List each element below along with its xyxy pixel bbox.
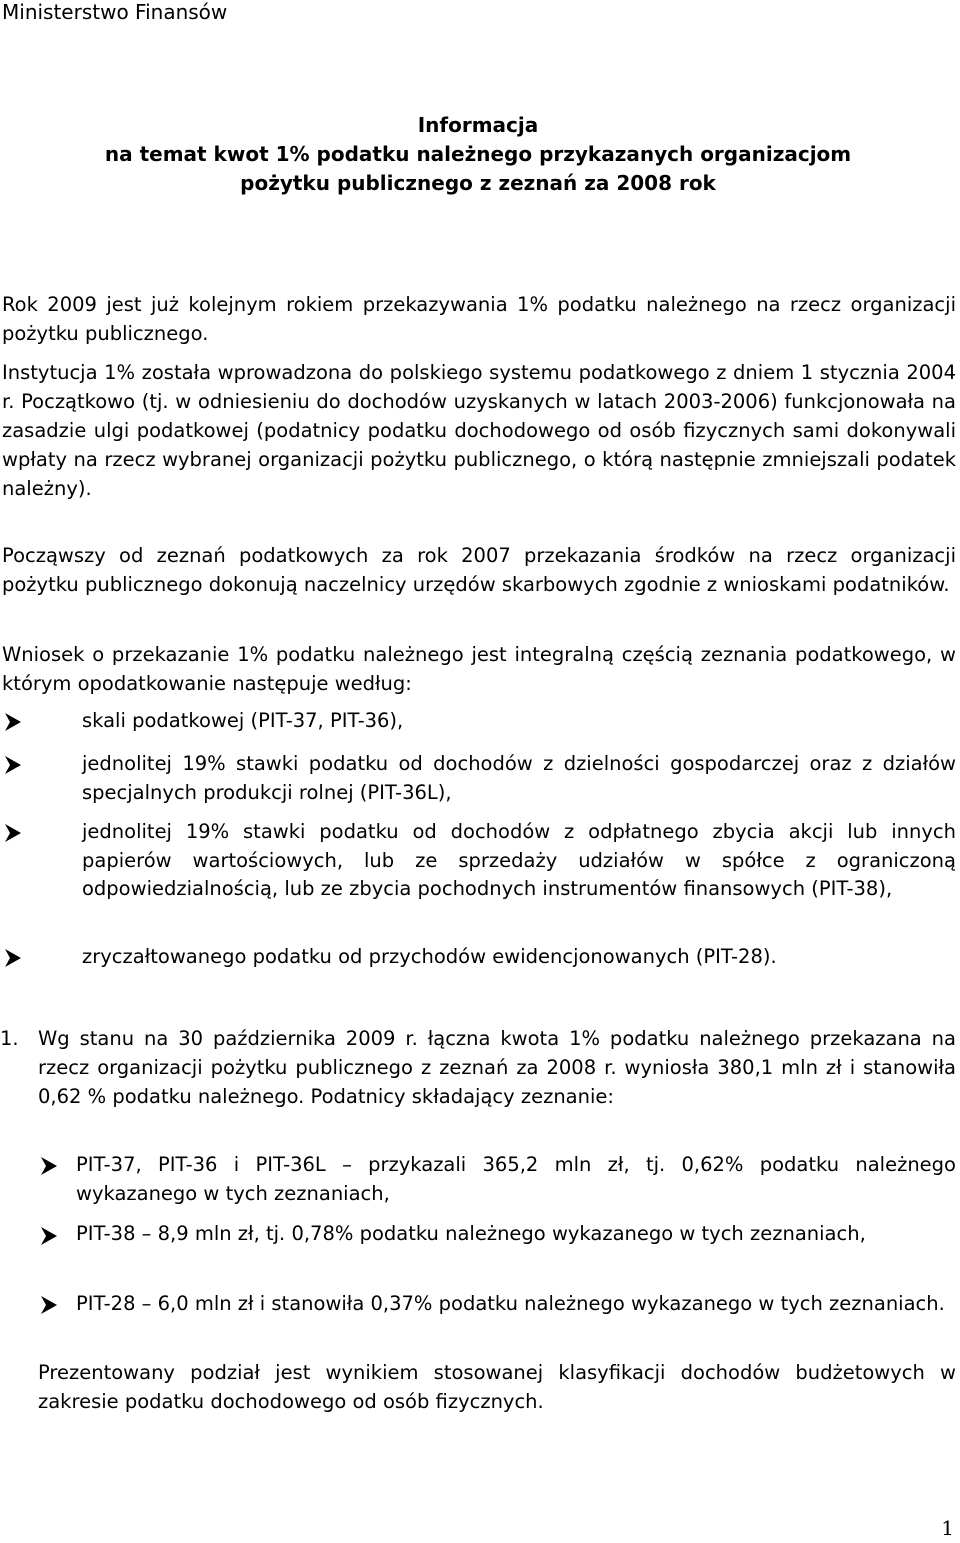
arrow-bullet-icon bbox=[2, 947, 24, 969]
page-number: 1 bbox=[941, 1516, 954, 1540]
arrow-bullet-icon bbox=[38, 1294, 60, 1316]
ministry-header: Ministerstwo Finansów bbox=[2, 0, 228, 24]
title-line-2: na temat kwot 1% podatku należnego przykazanych organizacjom bbox=[104, 142, 852, 166]
paragraph-2007: Począwszy od zeznań podatkowych za rok 2007 przekazania środków na rzecz organizacji pożytku publicznego dokonują naczelnicy urzędów skarbowych zgodnie z wnioskami podatników. bbox=[2, 544, 956, 596]
title-line-1: Informacja bbox=[417, 113, 539, 137]
paragraph-history: Instytucja 1% została wprowadzona do polskiego systemu podatkowego z dniem 1 stycznia 2004 r. Początkowo (tj. w odniesieniu do dochodów uzyskanych w latach 2003-2006) funkcjonowała na zasadzie ulgi podatkowej (podatnicy podatku dochodowego od osób fizycznych sami dokonywali wpłaty na rzecz wybranej organizacji pożytku publicznego, o którą następnie zmniejszali podatek należny). bbox=[2, 361, 956, 500]
arrow-bullet-icon bbox=[2, 754, 24, 776]
title-line-3: pożytku publicznego z zeznań za 2008 rok bbox=[240, 171, 716, 195]
list-item: jednolitej 19% stawki podatku od dochodów z odpłatnego zbycia akcji lub innych papierów wartościowych, lub ze sprzedaży udziałów w spółce z ograniczoną odpowiedzialnością, lub ze zbycia pochodnych instrumentów finansowych (PIT-38), bbox=[82, 820, 956, 900]
paragraph-application: Wniosek o przekazanie 1% podatku należnego jest integralną częścią zeznania podatkowego, w którym opodatkowanie następuje według: bbox=[2, 643, 956, 695]
document-title bbox=[0, 111, 956, 198]
list-item: skali podatkowej (PIT-37, PIT-36), bbox=[82, 709, 404, 732]
list-item: PIT-37, PIT-36 i PIT-36L – przykazali 365,2 mln zł, tj. 0,62% podatku należnego wykazanego w tych zeznaniach, bbox=[76, 1153, 956, 1205]
arrow-bullet-icon bbox=[2, 822, 24, 844]
item-number: 1. bbox=[0, 1027, 19, 1050]
arrow-bullet-icon bbox=[38, 1225, 60, 1247]
list-item: jednolitej 19% stawki podatku od dochodów z dzielności gospodarczej oraz z działów specjalnych produkcji rolnej (PIT-36L), bbox=[82, 752, 956, 804]
paragraph-intro: Rok 2009 jest już kolejnym rokiem przekazywania 1% podatku należnego na rzecz organizacji pożytku publicznego. bbox=[2, 293, 956, 345]
arrow-bullet-icon bbox=[2, 711, 24, 733]
item-1-text: Wg stanu na 30 października 2009 r. łączna kwota 1% podatku należnego przekazana na rzecz organizacji pożytku publicznego z zeznań za 2008 r. wyniosła 380,1 mln zł i stanowiła 0,62 % podatku należnego. Podatnicy składający zeznanie: bbox=[38, 1027, 956, 1108]
list-item: PIT-28 – 6,0 mln zł i stanowiła 0,37% podatku należnego wykazanego w tych zeznaniach. bbox=[76, 1292, 945, 1315]
arrow-bullet-icon bbox=[38, 1155, 60, 1177]
closing-paragraph: Prezentowany podział jest wynikiem stosowanej klasyfikacji dochodów budżetowych w zakresie podatku dochodowego od osób fizycznych. bbox=[38, 1361, 956, 1413]
list-item: zryczałtowanego podatku od przychodów ewidencjonowanych (PIT-28). bbox=[82, 945, 777, 968]
list-item: PIT-38 – 8,9 mln zł, tj. 0,78% podatku należnego wykazanego w tych zeznaniach, bbox=[76, 1222, 866, 1245]
